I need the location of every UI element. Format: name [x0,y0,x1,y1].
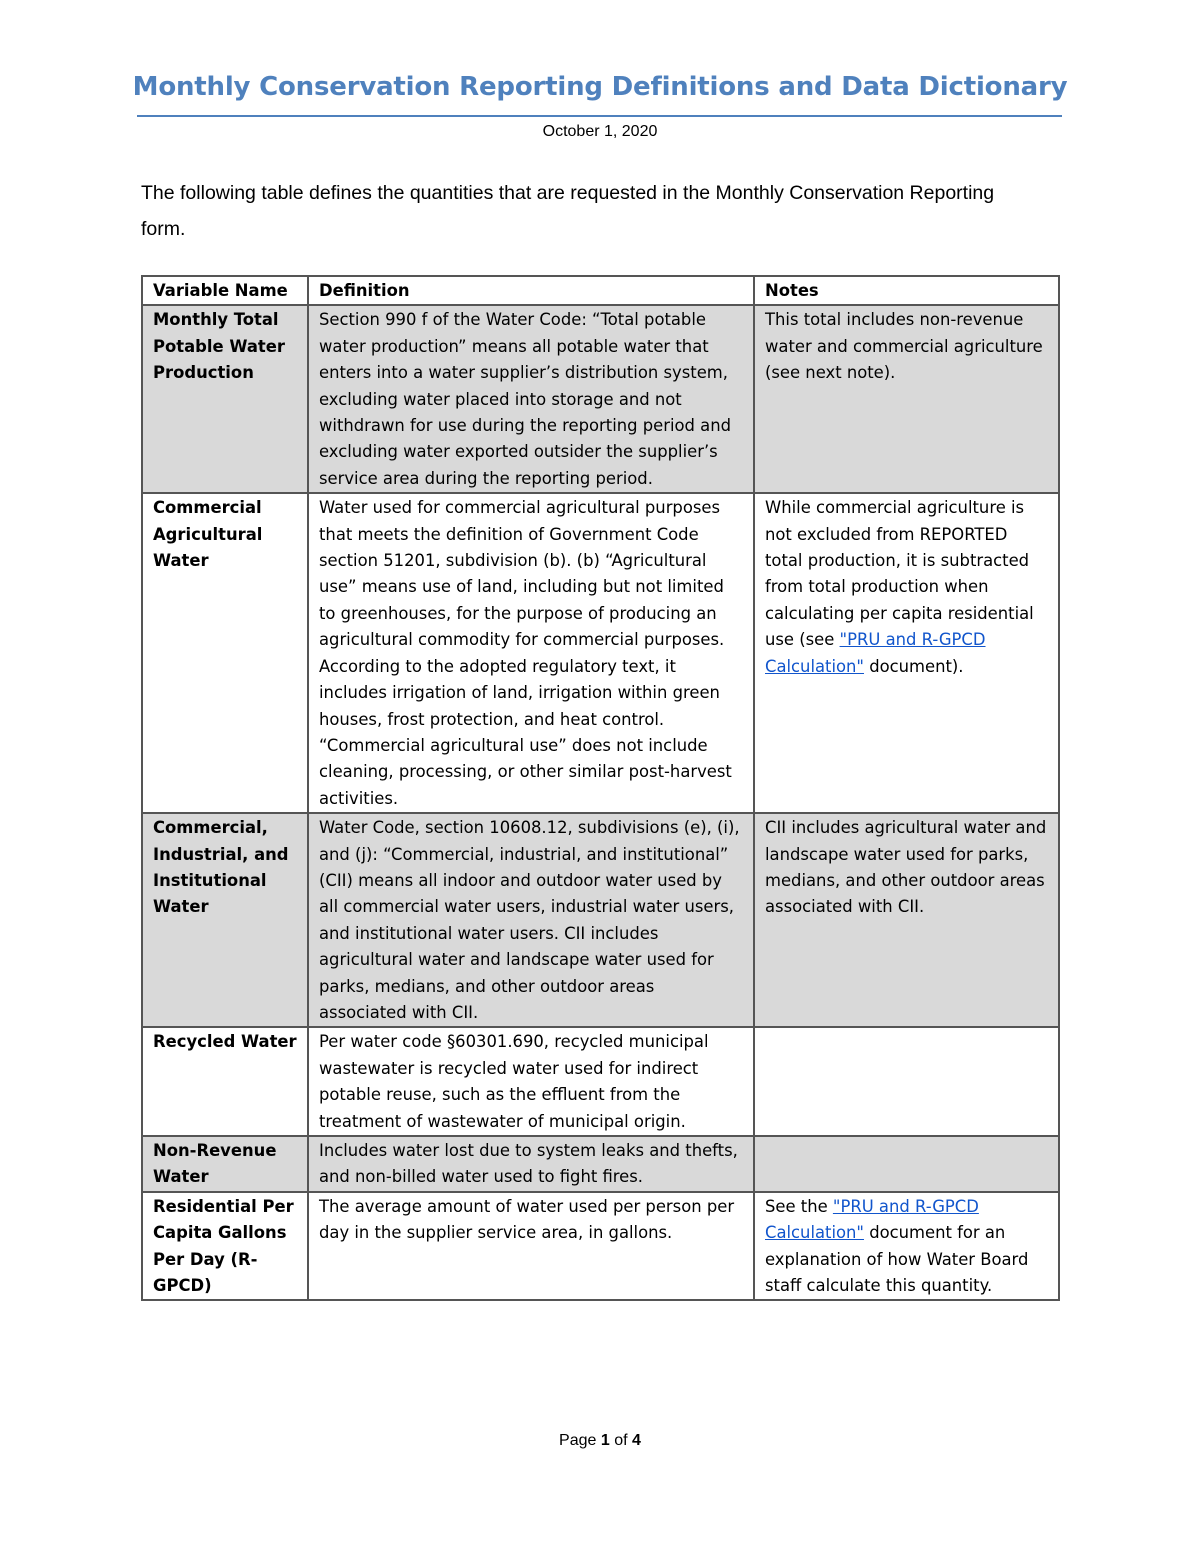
intro-paragraph: The following table defines the quantities that are requested in the Monthly Conservation Reporting form. [141,182,995,240]
notes-text: document for an explanation of how Water Board staff calculate this quantity. [765,1223,1029,1296]
notes-cell [754,1027,1059,1136]
notes-text: While commercial agriculture is not excluded from REPORTED total production, it is subtracted from total production when calculating per capita residential use (see [765,498,1034,650]
variable-name-cell: Residential Per Capita Gallons Per Day (R-GPCD) [142,1192,308,1301]
pru-rgpcd-calculation-link[interactable]: "PRU and R-GPCD Calculation" [765,630,986,676]
data-dictionary-table [141,275,1060,1301]
table-row [142,1136,1059,1192]
notes-cell: This total includes non-revenue water and commercial agriculture (see next note). [754,305,1059,493]
notes-cell [754,1192,1059,1301]
definition-cell: Section 990 f of the Water Code: “Total potable water production” means all potable water that enters into a water supplier’s distribution system, excluding water placed into storage and not withdrawn for use during the reporting period and excluding water exported outsider the supplier’s service area during the reporting period. [308,305,754,493]
page-total: 4 [632,1432,641,1449]
variable-name-cell: Recycled Water [142,1027,308,1136]
page-footer [0,1432,1200,1450]
table-row [142,493,1059,813]
of-label: of [614,1432,628,1449]
header-notes: Notes [754,276,1059,305]
notes-cell [754,493,1059,813]
notes-text: document). [863,656,964,676]
header-definition: Definition [308,276,754,305]
table-row [142,1192,1059,1301]
notes-cell [754,1136,1059,1192]
table-row [142,305,1059,493]
document-date: October 1, 2020 [542,123,658,140]
definition-cell: Per water code §60301.690, recycled municipal wastewater is recycled water used for indirect potable reuse, such as the effluent from the treatment of wastewater of municipal origin. [308,1027,754,1136]
definition-cell: The average amount of water used per person per day in the supplier service area, in gallons. [308,1192,754,1301]
definition-cell: Water Code, section 10608.12, subdivisions (e), (i), and (j): “Commercial, industrial, and institutional” (CII) means all indoor and outdoor water used by all commercial water users, industrial water users, and institutional water users. CII includes agricultural water and landscape water used for parks, medians, and other outdoor areas associated with CII. [308,813,754,1027]
variable-name-cell: Non-Revenue Water [142,1136,308,1192]
variable-name-cell: Monthly Total Potable Water Production [142,305,308,493]
table-row [142,1027,1059,1136]
notes-text: See the [765,1196,833,1216]
title-underline [137,115,1062,117]
definition-cell: Water used for commercial agricultural purposes that meets the definition of Government Code section 51201, subdivision (b). (b) “Agricultural use” means use of land, including but not limited to greenhouses, for the purpose of producing an agricultural commodity for commercial purposes. According to the adopted regulatory text, it includes irrigation of land, irrigation within green houses, frost protection, and heat control. “Commercial agricultural use” does not include cleaning, processing, or other similar post-harvest activities. [308,493,754,813]
variable-name-cell: Commercial Agricultural Water [142,493,308,813]
notes-cell: CII includes agricultural water and landscape water used for parks, medians, and other outdoor areas associated with CII. [754,813,1059,1027]
header-variable-name: Variable Name [142,276,308,305]
definition-cell: Includes water lost due to system leaks and thefts, and non-billed water used to fight fires. [308,1136,754,1192]
table-header-row [142,276,1059,305]
page-label: Page [559,1432,597,1449]
page-number: 1 [600,1432,610,1449]
pru-rgpcd-calculation-link[interactable]: "PRU and R-GPCD Calculation" [765,1196,979,1243]
document-title: Monthly Conservation Reporting Definitions and Data Dictionary [132,72,1068,102]
table-row [142,813,1059,1027]
variable-name-cell: Commercial, Industrial, and Institutional Water [142,813,308,1027]
